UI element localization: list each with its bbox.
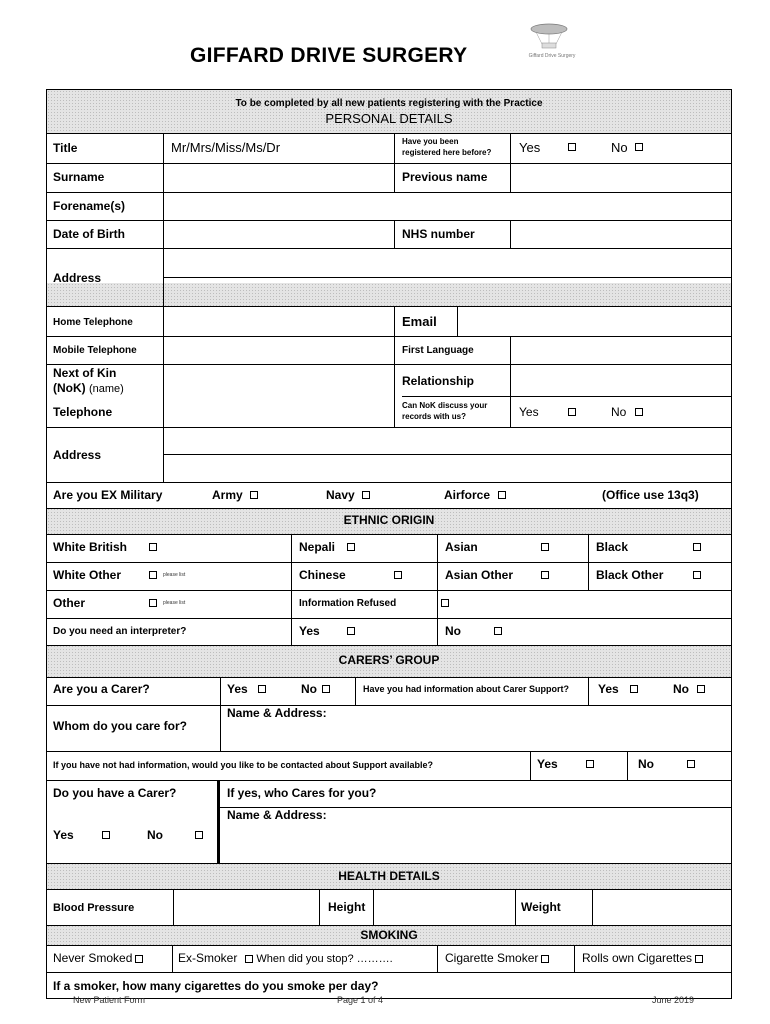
cared-for-name-address-label: Name & Address: bbox=[227, 706, 327, 720]
cigarette-smoker-option[interactable]: Cigarette Smoker bbox=[445, 952, 552, 965]
address-label: Address bbox=[53, 271, 102, 285]
rolls-own-option[interactable]: Rolls own Cigarettes bbox=[582, 952, 706, 965]
interpreter-yes-checkbox[interactable] bbox=[347, 627, 355, 635]
registration-form bbox=[46, 89, 732, 999]
nok-label-2: (NoK) (name) bbox=[53, 381, 124, 395]
registered-before-label-2: registered here before? bbox=[402, 148, 492, 157]
airforce-checkbox[interactable] bbox=[498, 491, 506, 499]
white-british-checkbox[interactable] bbox=[149, 543, 157, 551]
ex-smoker-checkbox[interactable] bbox=[245, 955, 253, 963]
first-language-label: First Language bbox=[402, 345, 474, 356]
health-details-heading: HEALTH DETAILS bbox=[338, 869, 440, 883]
office-use-label: (Office use 13q3) bbox=[602, 488, 699, 502]
dob-label: Date of Birth bbox=[53, 227, 125, 241]
black-label: Black bbox=[596, 540, 629, 554]
carer-support-info-label: Have you had information about Carer Support? bbox=[363, 684, 570, 694]
carer-yes-label: Yes bbox=[227, 682, 248, 696]
nepali-label: Nepali bbox=[299, 540, 336, 554]
never-smoked-checkbox[interactable] bbox=[135, 955, 143, 963]
have-carer-no-label: No bbox=[147, 828, 163, 842]
contact-yes-checkbox[interactable] bbox=[586, 760, 594, 768]
surname-label: Surname bbox=[53, 170, 105, 184]
army-label: Army bbox=[212, 488, 243, 502]
black-other-label: Black Other bbox=[596, 568, 664, 582]
interpreter-no-label: No bbox=[445, 624, 461, 638]
navy-label: Navy bbox=[326, 488, 355, 502]
interpreter-yes-label: Yes bbox=[299, 624, 320, 638]
navy-checkbox[interactable] bbox=[362, 491, 370, 499]
nok-label-1: Next of Kin bbox=[53, 366, 117, 380]
asian-checkbox[interactable] bbox=[541, 543, 549, 551]
nok-discuss-yes-label: Yes bbox=[519, 405, 539, 419]
weight-label: Weight bbox=[521, 900, 561, 914]
are-you-carer-label: Are you a Carer? bbox=[53, 682, 150, 696]
interpreter-label: Do you need an interpreter? bbox=[53, 626, 187, 637]
ex-smoker-option[interactable]: Ex-Smoker When did you stop? ………. bbox=[178, 951, 393, 965]
whom-care-for-label: Whom do you care for? bbox=[53, 719, 188, 733]
page-title: GIFFARD DRIVE SURGERY bbox=[190, 44, 468, 67]
footer-form-name: New Patient Form bbox=[73, 995, 146, 1005]
title-options[interactable]: Mr/Mrs/Miss/Ms/Dr bbox=[171, 140, 281, 155]
nok-discuss-yes-checkbox[interactable] bbox=[568, 408, 576, 416]
smoking-heading: SMOKING bbox=[360, 928, 418, 942]
relationship-label: Relationship bbox=[402, 374, 475, 388]
asian-label: Asian bbox=[445, 540, 478, 554]
contact-no-label: No bbox=[638, 757, 654, 771]
nok-discuss-label-1: Can NoK discuss your bbox=[402, 401, 488, 410]
other-label: Other bbox=[53, 596, 86, 610]
info-refused-checkbox[interactable] bbox=[441, 599, 449, 607]
logo-caption: Giffard Drive Surgery bbox=[528, 53, 576, 59]
footer-page-number: Page 1 of 4 bbox=[337, 995, 384, 1005]
white-other-label: White Other bbox=[53, 568, 121, 582]
white-british-label: White British bbox=[53, 540, 127, 554]
other-checkbox[interactable] bbox=[149, 599, 157, 607]
carer-no-checkbox[interactable] bbox=[322, 685, 330, 693]
blood-pressure-label: Blood Pressure bbox=[53, 902, 135, 914]
support-info-no-label: No bbox=[673, 682, 689, 696]
support-info-yes-checkbox[interactable] bbox=[630, 685, 638, 693]
nok-telephone-label: Telephone bbox=[53, 405, 113, 419]
carer-name-address-label: Name & Address: bbox=[227, 808, 327, 822]
black-checkbox[interactable] bbox=[693, 543, 701, 551]
intro-text: To be completed by all new patients registering with the Practice bbox=[235, 98, 543, 109]
registered-no-label: No bbox=[611, 140, 628, 155]
title-label: Title bbox=[53, 141, 78, 155]
personal-left-band-1 bbox=[47, 283, 731, 306]
chinese-label: Chinese bbox=[299, 568, 346, 582]
have-carer-no-checkbox[interactable] bbox=[195, 831, 203, 839]
nok-address-label: Address bbox=[53, 448, 102, 462]
forenames-label: Forename(s) bbox=[53, 199, 126, 213]
rolls-own-checkbox[interactable] bbox=[695, 955, 703, 963]
support-info-no-checkbox[interactable] bbox=[697, 685, 705, 693]
airforce-label: Airforce bbox=[444, 488, 491, 502]
cigarettes-per-day-question: If a smoker, how many cigarettes do you smoke per day? bbox=[53, 979, 379, 993]
ex-military-label: Are you EX Military bbox=[53, 488, 163, 502]
info-refused-label: Information Refused bbox=[299, 598, 397, 609]
carer-yes-checkbox[interactable] bbox=[258, 685, 266, 693]
personal-details-heading: PERSONAL DETAILS bbox=[325, 111, 453, 126]
white-other-please-list: please list bbox=[163, 572, 186, 578]
registered-yes-label: Yes bbox=[519, 140, 541, 155]
other-please-list: please list bbox=[163, 600, 186, 606]
never-smoked-option[interactable]: Never Smoked bbox=[53, 952, 146, 965]
nepali-checkbox[interactable] bbox=[347, 543, 355, 551]
contact-no-checkbox[interactable] bbox=[687, 760, 695, 768]
home-telephone-label: Home Telephone bbox=[53, 317, 133, 328]
height-label: Height bbox=[328, 900, 366, 914]
contact-yes-label: Yes bbox=[537, 757, 558, 771]
carers-group-heading: CARERS’ GROUP bbox=[338, 653, 440, 667]
chinese-checkbox[interactable] bbox=[394, 571, 402, 579]
nok-discuss-no-checkbox[interactable] bbox=[635, 408, 643, 416]
have-carer-yes-checkbox[interactable] bbox=[102, 831, 110, 839]
contact-support-question: If you have not had information, would you like to be contacted about Support available? bbox=[53, 760, 434, 770]
black-other-checkbox[interactable] bbox=[693, 571, 701, 579]
email-label: Email bbox=[402, 314, 437, 329]
previous-name-label: Previous name bbox=[402, 170, 488, 184]
who-cares-label: If yes, who Cares for you? bbox=[227, 786, 377, 800]
nok-discuss-no-label: No bbox=[611, 405, 627, 419]
asian-other-checkbox[interactable] bbox=[541, 571, 549, 579]
registered-no-checkbox[interactable] bbox=[635, 143, 643, 151]
have-carer-yes-label: Yes bbox=[53, 828, 74, 842]
interpreter-no-checkbox[interactable] bbox=[494, 627, 502, 635]
support-info-yes-label: Yes bbox=[598, 682, 619, 696]
cigarette-smoker-checkbox[interactable] bbox=[541, 955, 549, 963]
have-carer-label: Do you have a Carer? bbox=[53, 786, 177, 800]
registered-yes-checkbox[interactable] bbox=[568, 143, 576, 151]
mobile-telephone-label: Mobile Telephone bbox=[53, 345, 137, 356]
carer-no-label: No bbox=[301, 682, 317, 696]
nok-discuss-label-2: records with us? bbox=[402, 412, 467, 421]
footer-date: June 2019 bbox=[652, 995, 695, 1005]
white-other-checkbox[interactable] bbox=[149, 571, 157, 579]
ethnic-origin-heading: ETHNIC ORIGIN bbox=[343, 513, 435, 527]
army-checkbox[interactable] bbox=[250, 491, 258, 499]
nhs-number-label: NHS number bbox=[402, 227, 475, 241]
asian-other-label: Asian Other bbox=[445, 568, 514, 582]
registered-before-label-1: Have you been bbox=[402, 137, 459, 146]
